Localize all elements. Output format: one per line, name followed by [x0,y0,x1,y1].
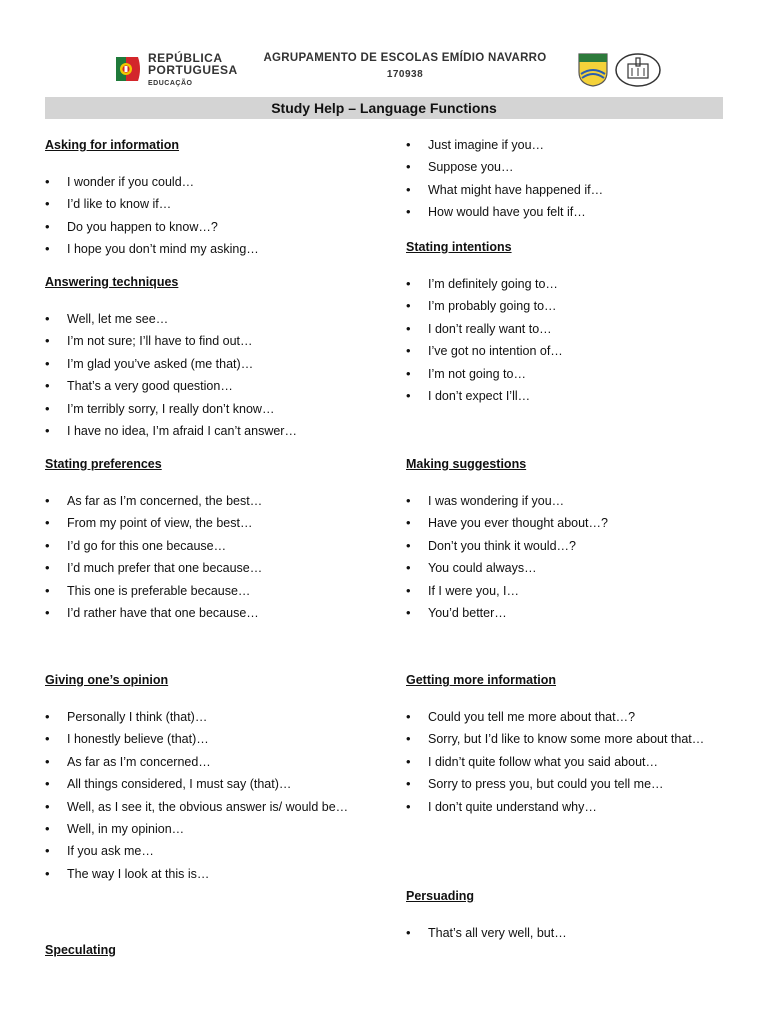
list-item: • As far as I’m concerned… [45,751,365,773]
school-crest-icon [577,52,609,88]
list-item: • I’ve got no intention of… [406,340,746,362]
section-heading: Stating preferences [45,457,162,471]
list-item: • From my point of view, the best… [45,512,385,534]
section-heading: Answering techniques [45,275,179,289]
bullet-list [45,171,385,261]
school-block [240,52,570,80]
section-heading: Giving one’s opinion [45,673,169,687]
section-speculating [45,941,385,963]
list-item: • How would have you felt if… [406,201,746,223]
list-item: • I have no idea, I’m afraid I can’t answer… [45,420,385,442]
list-item: • That’s a very good question… [45,375,385,397]
section-asking-for-information [45,136,385,261]
list-item: • I honestly believe (that)… [45,728,365,750]
gov-line3: EDUCAÇÃO [148,80,193,87]
list-item: • I’d go for this one because… [45,535,385,557]
bullet-list [406,490,746,624]
portugal-flag-icon [116,55,142,83]
list-item: • I’d much prefer that one because… [45,557,385,579]
section-heading: Stating intentions [406,240,512,254]
list-item: • Do you happen to know…? [45,216,385,238]
list-item: • I’m not sure; I’ll have to find out… [45,330,385,352]
list-item: • I wonder if you could… [45,171,385,193]
bullet-list [406,706,706,818]
list-item: • I’d rather have that one because… [45,602,385,624]
list-item: • Well, let me see… [45,308,385,330]
section-answering-techniques [45,273,385,442]
list-item: • Sorry to press you, but could you tell me… [406,773,706,795]
list-item: • You could always… [406,557,746,579]
list-item: • As far as I’m concerned, the best… [45,490,385,512]
list-item: • I don’t quite understand why… [406,796,706,818]
section-heading: Making suggestions [406,457,527,471]
section-persuading [406,887,746,944]
list-item: • If I were you, I… [406,580,746,602]
bullet-list [45,308,385,442]
gov-line1: REPÚBLICA [148,51,223,65]
list-item: • Well, as I see it, the obvious answer is/ would be… [45,796,365,818]
bullet-list [406,273,746,407]
building-emblem-icon [614,52,662,88]
section-speculating-continued [406,134,746,224]
list-item: • If you ask me… [45,840,365,862]
list-item: • What might have happened if… [406,179,746,201]
list-item: • Suppose you… [406,156,746,178]
list-item: • Just imagine if you… [406,134,746,156]
list-item: • I didn’t quite follow what you said about… [406,751,706,773]
list-item: • That’s all very well, but… [406,922,746,944]
list-item: • The way I look at this is… [45,863,365,885]
gov-line2: PORTUGUESA [148,63,238,77]
list-item: • All things considered, I must say (that)… [45,773,365,795]
school-name: AGRUPAMENTO DE ESCOLAS EMÍDIO NAVARRO [263,52,547,64]
list-item: • Could you tell me more about that…? [406,706,706,728]
list-item: • I was wondering if you… [406,490,746,512]
list-item: • I don’t expect I’ll… [406,385,746,407]
list-item: • I don’t really want to… [406,318,746,340]
section-heading: Getting more information [406,673,556,687]
school-code: 170938 [386,69,424,80]
list-item: • Sorry, but I’d like to know some more about that… [406,728,706,750]
list-item: • I hope you don’t mind my asking… [45,238,385,260]
list-item: • I’m not going to… [406,363,746,385]
section-getting-more-information [406,671,706,818]
list-item: • I’d like to know if… [45,193,385,215]
list-item: • You’d better… [406,602,746,624]
bullet-list [45,490,385,624]
list-item: • I’m glad you’ve asked (me that)… [45,353,385,375]
list-item: • I’m terribly sorry, I really don’t know… [45,398,385,420]
list-item: • Don’t you think it would…? [406,535,746,557]
section-giving-opinion [45,671,365,885]
list-item: • I’m probably going to… [406,295,746,317]
section-stating-intentions [406,238,746,407]
section-heading: Speculating [45,943,116,957]
section-heading: Asking for information [45,138,180,152]
list-item: • Well, in my opinion… [45,818,365,840]
section-stating-preferences [45,455,385,624]
bullet-list [406,922,746,944]
list-item: • Have you ever thought about…? [406,512,746,534]
bullet-list [45,706,365,885]
list-item: • Personally I think (that)… [45,706,365,728]
section-heading: Persuading [406,889,475,903]
list-item: • This one is preferable because… [45,580,385,602]
page-header [0,0,768,96]
section-making-suggestions [406,455,746,624]
list-item: • I’m definitely going to… [406,273,746,295]
page-title: Study Help – Language Functions [45,97,723,119]
bullet-list [406,134,746,224]
